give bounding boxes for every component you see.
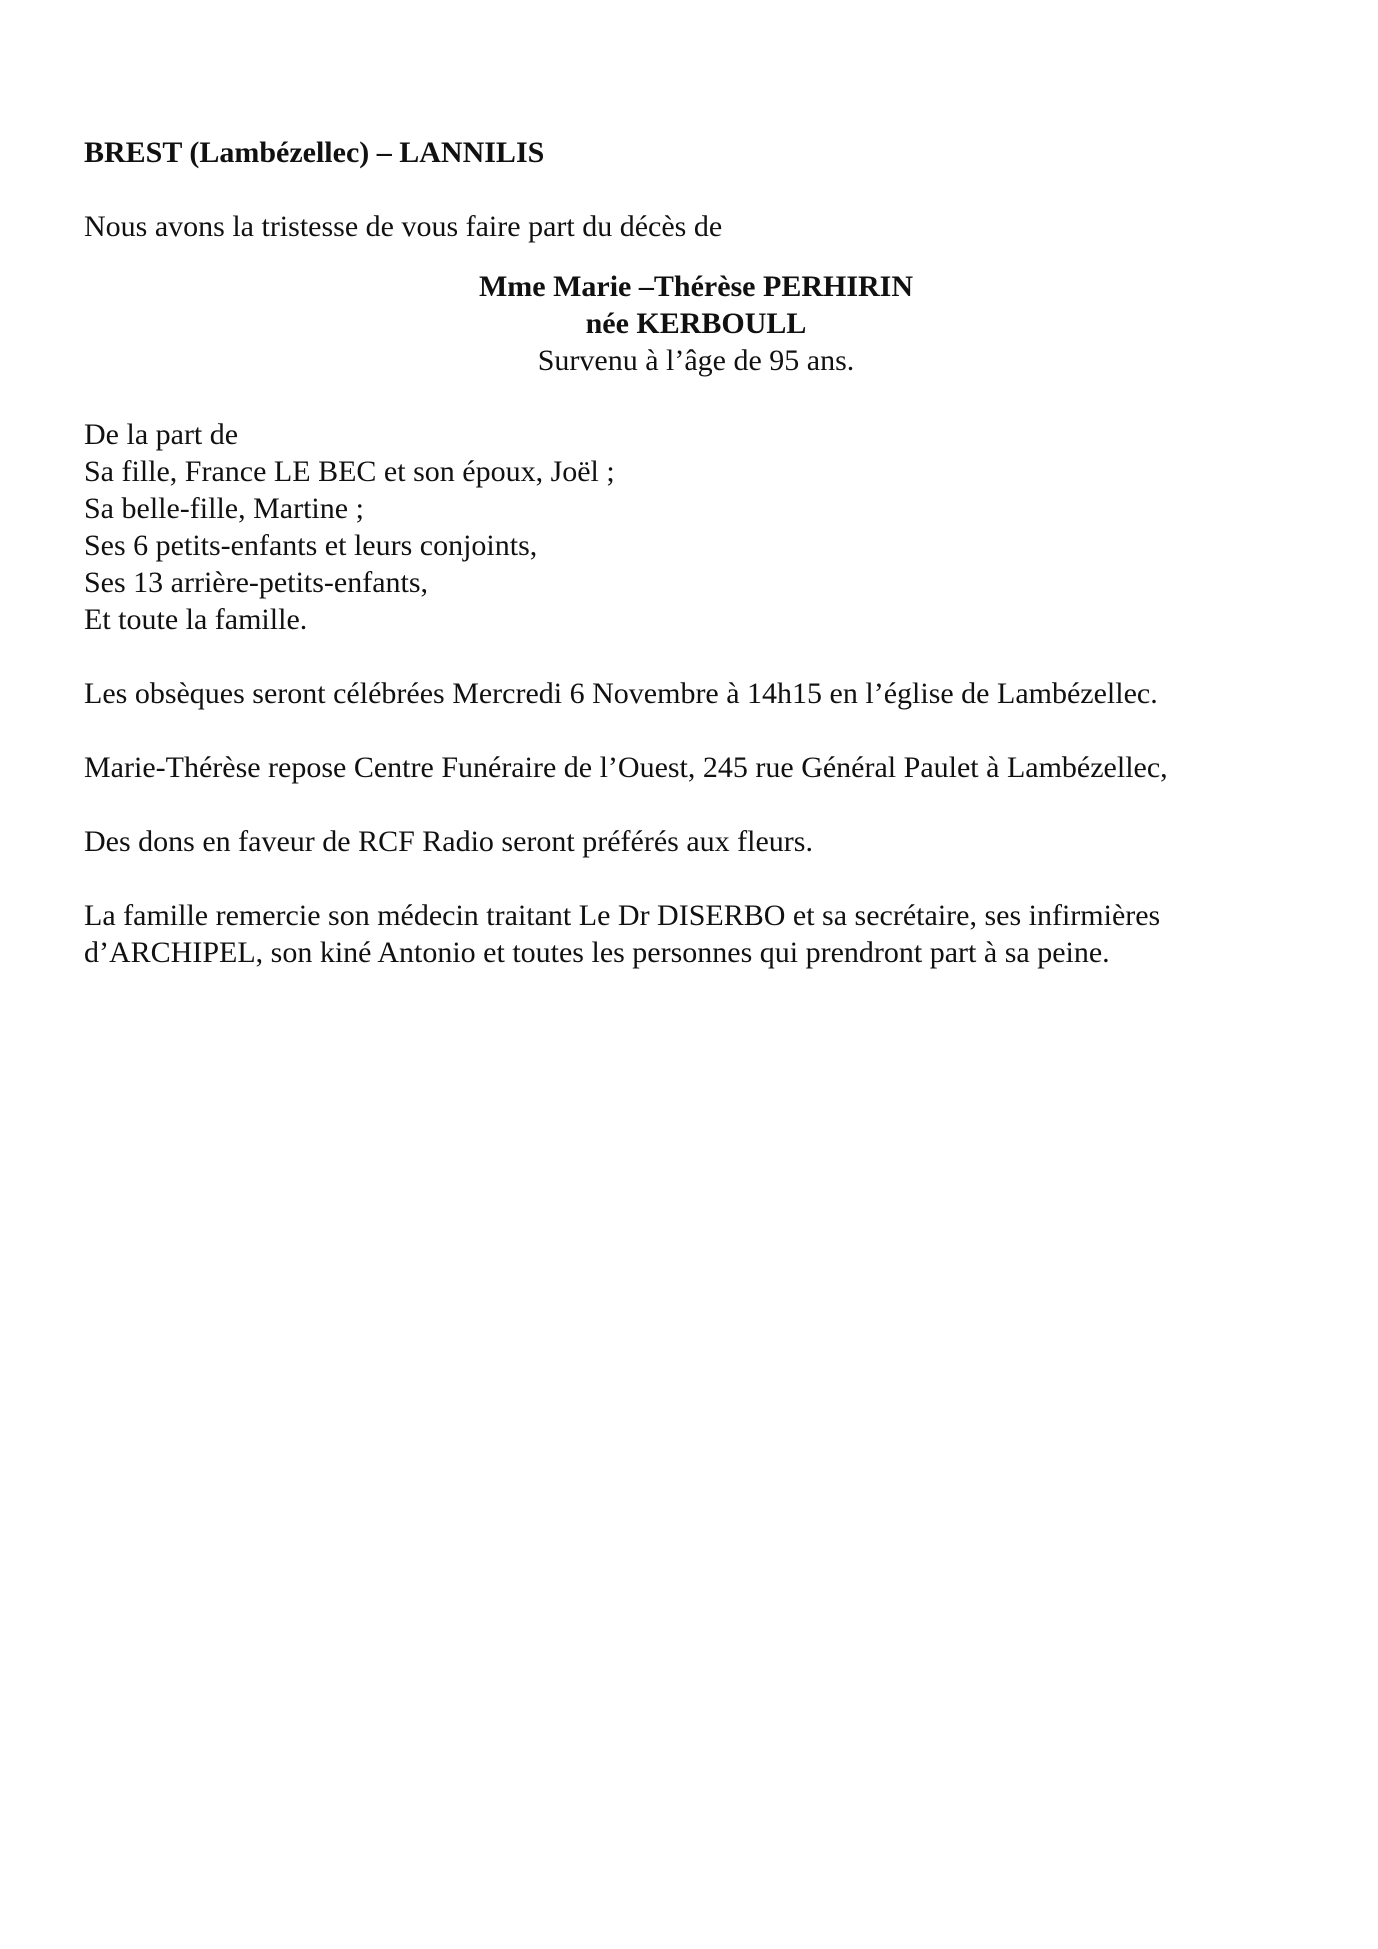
family-member: Sa fille, France LE BEC et son époux, Joël ; (84, 455, 615, 488)
deceased-age: Survenu à l’âge de 95 ans. (537, 344, 855, 377)
obituary-notice (84, 134, 1294, 971)
deceased-maiden-name: née KERBOULL (585, 307, 807, 340)
family-member: Ses 6 petits-enfants et leurs conjoints, (84, 529, 538, 562)
family-member: Et toute la famille. (84, 603, 308, 636)
rest-place-text: Marie-Thérèse repose Centre Funéraire de l’Ouest, 245 rue Général Paulet à Lambézellec, (84, 751, 1168, 784)
family-member: Sa belle-fille, Martine ; (84, 492, 364, 525)
funeral-text: Les obsèques seront célébrées Mercredi 6 Novembre à 14h15 en l’église de Lambézellec. (84, 677, 1158, 710)
family-member: Ses 13 arrière-petits-enfants, (84, 566, 429, 599)
family-list (84, 416, 1294, 638)
thanks-text: La famille remercie son médecin traitant Le Dr DISERBO et sa secrétaire, ses infirmières d’ARCHIPEL, son kiné Antonio et toutes les personnes qui prendront part à sa peine. (84, 899, 1161, 969)
intro-text: Nous avons la tristesse de vous faire part du décès de (84, 210, 723, 243)
family-lead: De la part de (84, 418, 239, 451)
deceased-block (84, 268, 1294, 379)
deceased-name: Mme Marie –Thérèse PERHIRIN (478, 270, 914, 303)
donations-text: Des dons en faveur de RCF Radio seront préférés aux fleurs. (84, 825, 813, 858)
location-heading: BREST (Lambézellec) – LANNILIS (84, 136, 545, 169)
